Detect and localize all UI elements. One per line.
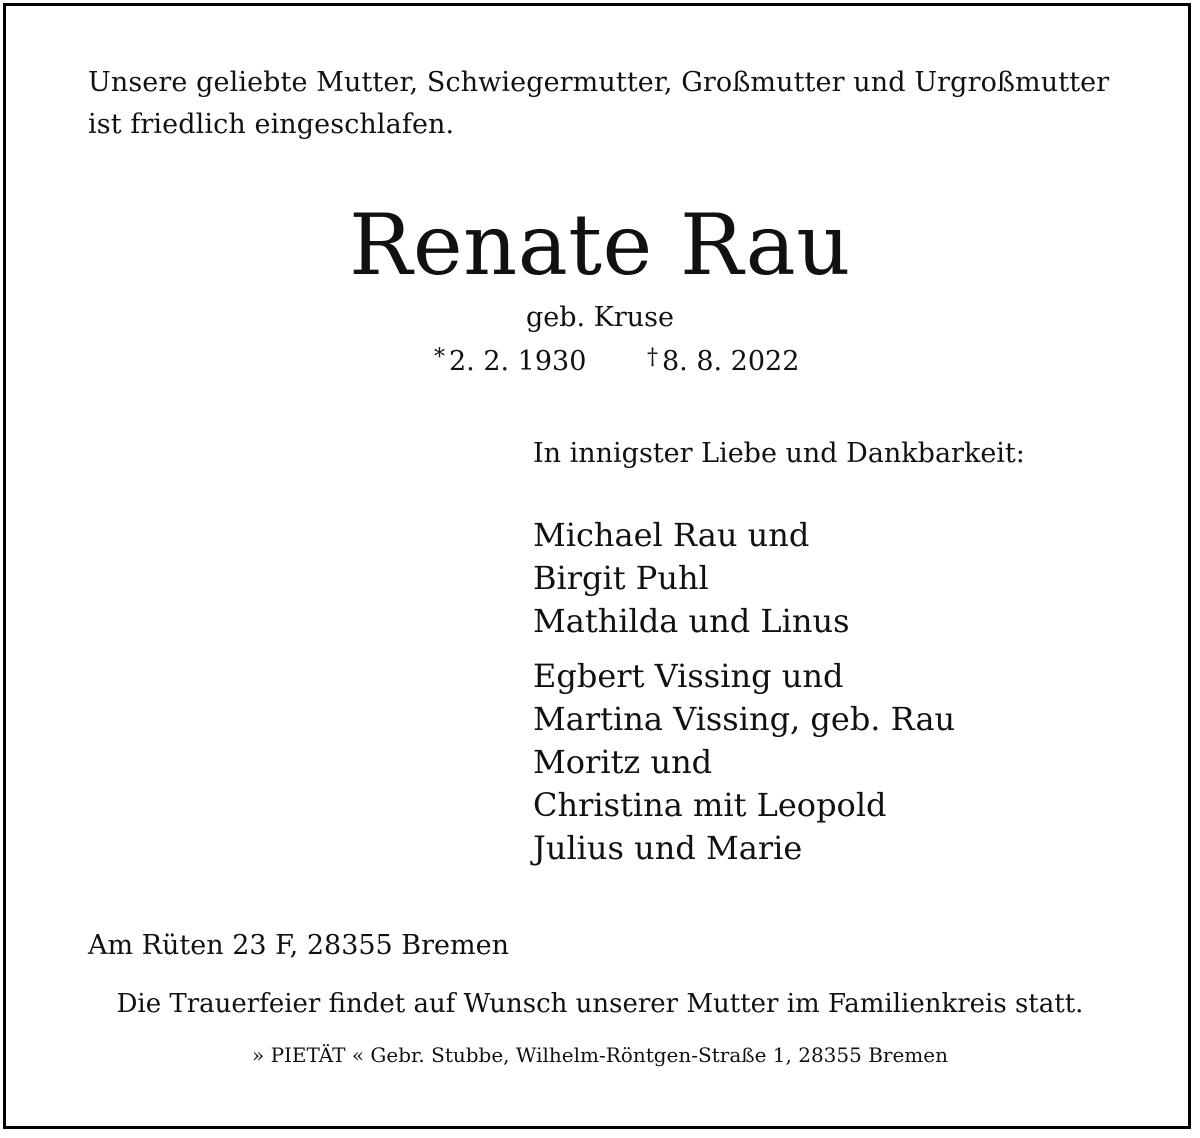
life-dates xyxy=(434,338,799,382)
dedication-line: In innigster Liebe und Dankbarkeit: xyxy=(533,438,1025,469)
birth-date-group xyxy=(434,346,595,377)
mourner-line: Martina Vissing, geb. Rau xyxy=(533,700,956,738)
mourner-line: Birgit Puhl xyxy=(533,559,709,597)
undertaker-line: » PIETÄT « Gebr. Stubbe, Wilhelm-Röntgen-Straße 1, 28355 Bremen xyxy=(251,1043,948,1067)
mourner-line: Christina mit Leopold xyxy=(533,786,887,824)
death-symbol: † xyxy=(647,345,658,370)
intro-text: Unsere geliebte Mutter, Schwiegermutter, Großmutter und Urgroßmutter ist friedlich eingeschlafen. xyxy=(88,67,1110,140)
maiden-name: geb. Kruse xyxy=(525,302,674,333)
birth-date: 2. 2. 1930 xyxy=(449,346,587,377)
death-date-group xyxy=(647,346,799,377)
mourner-group-2 xyxy=(533,655,955,870)
ceremony-note: Die Trauerfeier findet auf Wunsch unserer Mutter im Familienkreis statt. xyxy=(116,989,1084,1019)
mourner-line: Egbert Vissing und xyxy=(533,657,844,695)
death-date: 8. 8. 2022 xyxy=(662,346,800,377)
deceased-name: Renate Rau xyxy=(349,196,851,294)
mourner-line: Moritz und xyxy=(533,743,713,781)
mourner-group-1 xyxy=(533,514,850,643)
mourner-line: Michael Rau und xyxy=(533,516,810,554)
mourner-line: Julius und Marie xyxy=(533,829,803,867)
birth-symbol: * xyxy=(434,345,445,370)
mourner-line: Mathilda und Linus xyxy=(533,602,850,640)
family-address: Am Rüten 23 F, 28355 Bremen xyxy=(88,930,510,961)
